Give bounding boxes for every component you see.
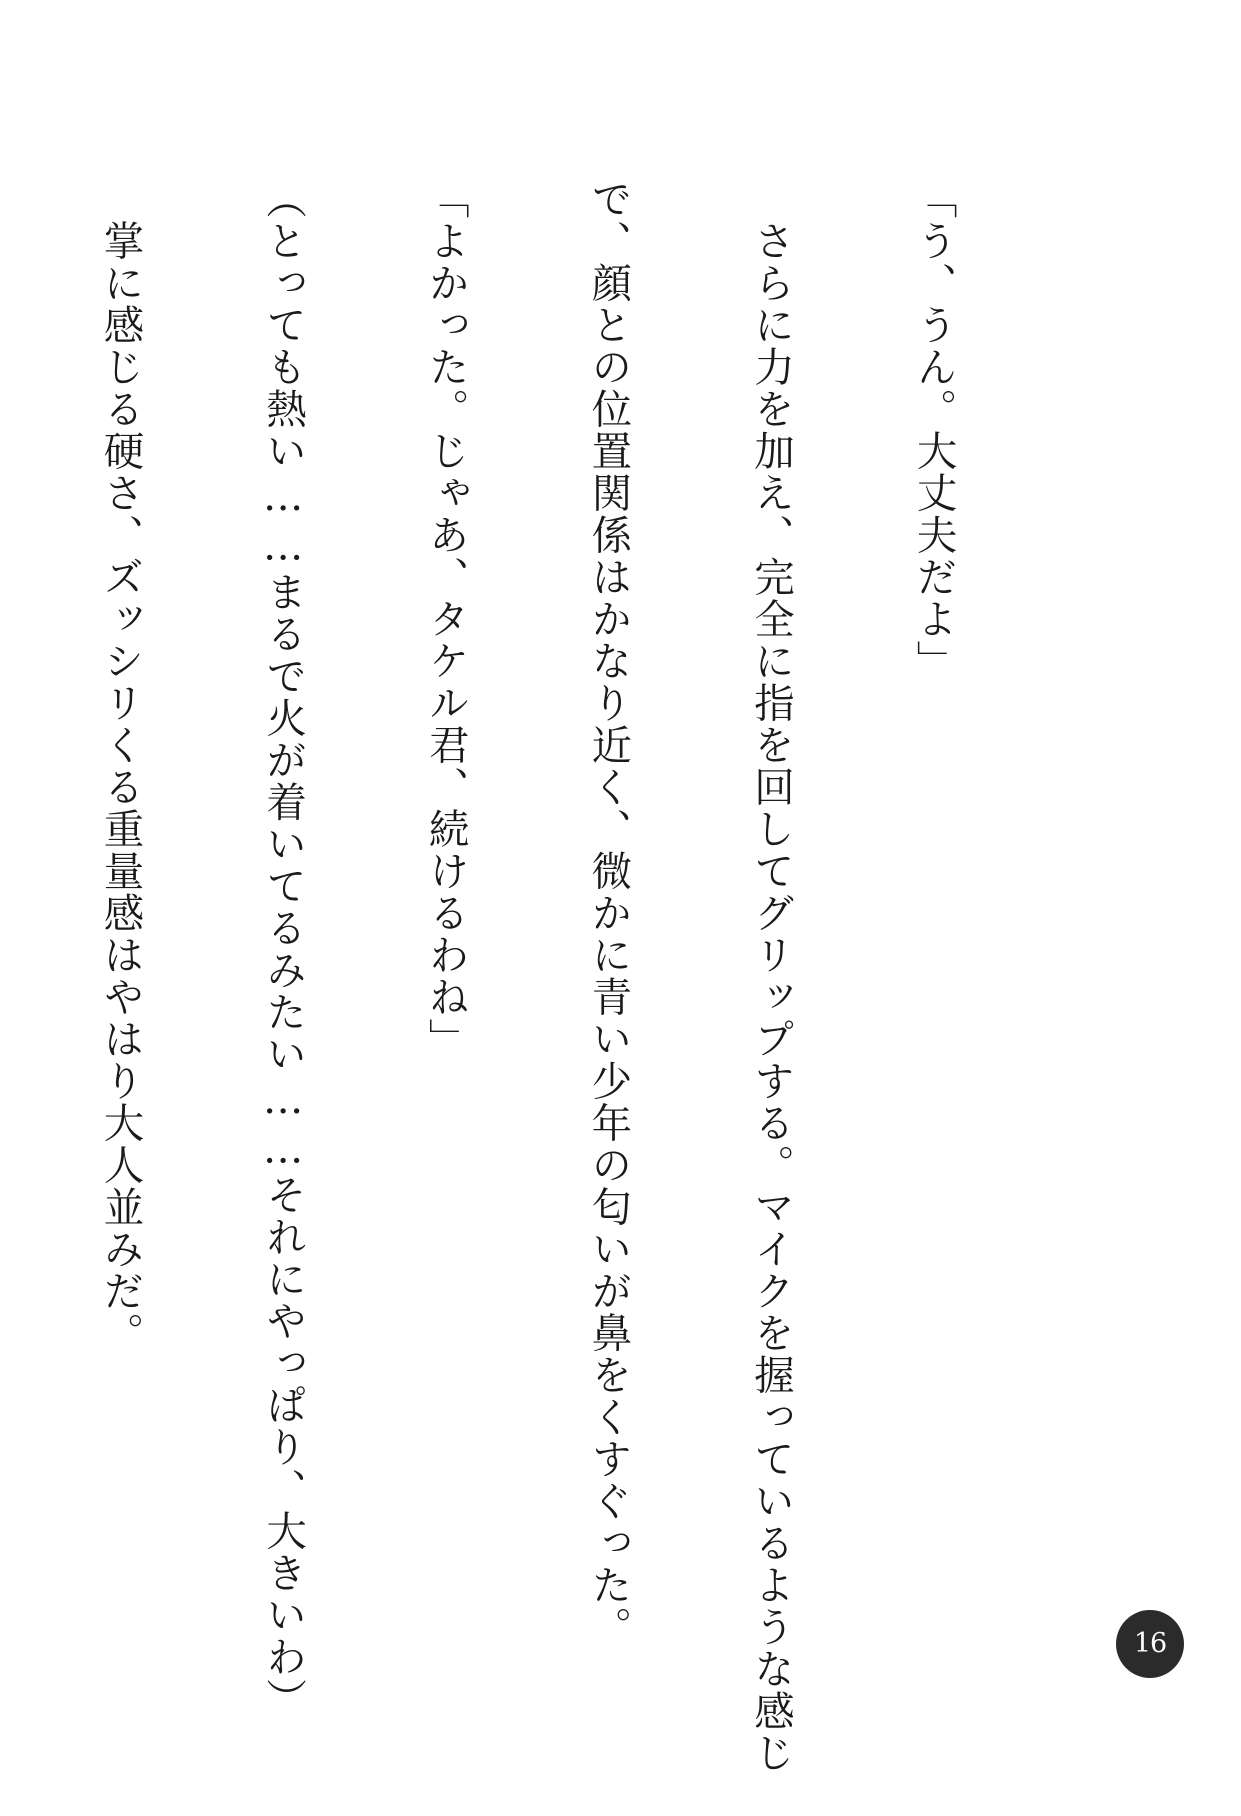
text-line: 「う、うん。大丈夫だよ」 <box>909 178 958 682</box>
text-line: 「よかった。じゃあ、タケル君、続けるわね」 <box>421 178 470 1060</box>
text-line: さらに力を加え、完全に指を回してグリップする。マイクを握っているような感じ <box>746 178 795 1774</box>
text-line: で、顔との位置関係はかなり近く、微かに青い少年の匂いが鼻をくすぐった。 <box>584 178 633 1648</box>
vertical-text-body <box>0 178 1069 1774</box>
text-line: （とっても熱い……まるで火が着いてるみたい……それにやっぱり、大きいわ） <box>259 178 308 1720</box>
text-line: 掌に感じる硬さ、ズッシリくる重量感はやはり大人並みだ。 <box>96 178 145 1354</box>
page-number-badge: 16 <box>1116 1610 1184 1678</box>
